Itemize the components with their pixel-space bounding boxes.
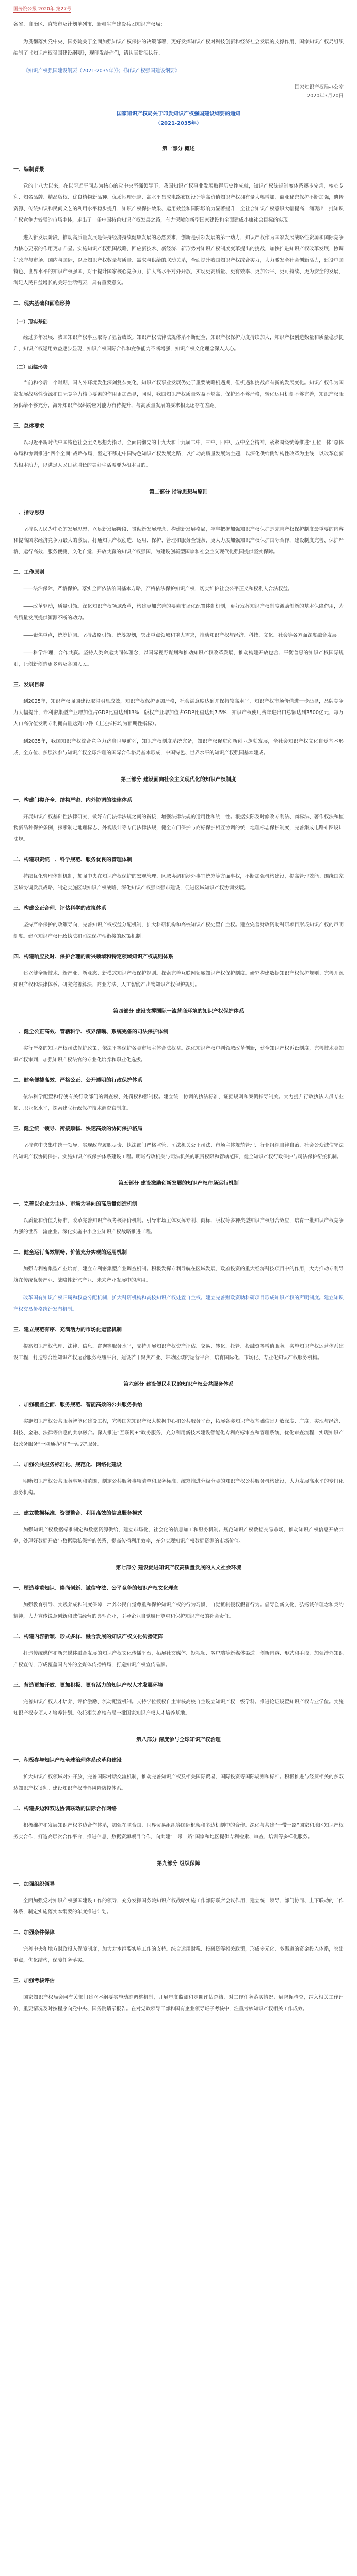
paragraph: 加强知识产权数据标准制定和数据资源供给，建立市场化、社会化的信息加工和服务机制。规范知识产权数据交易市场，推动知识产权信息开放共享，处理好数据开放与数据隐私保护的关系，提高传播利用效率，充分实现知识产权数据资源的市场价值。 xyxy=(13,1527,344,1544)
section-heading: 一、加强覆盖全面、服务规范、智能高效的公共服务供给 xyxy=(13,1402,142,1408)
paragraph[interactable]: 改革国有知识产权归属和权益分配机制，扩大科研机构和高校知识产权处置自主权。建立完善财政资助科研项目形成知识产权的声明制度。建立知识产权交易价格统计发布机制。 xyxy=(13,1295,344,1312)
section-heading: 一、积极参与知识产权全球治理体系改革和建设 xyxy=(13,1758,122,1764)
part-heading: 第六部分 建设便民利民的知识产权公共服务体系 xyxy=(123,1382,234,1387)
part-heading: 第三部分 建设面向社会主义现代化的知识产权制度 xyxy=(121,777,236,783)
paragraph: 积极维护和发展知识产权多边合作体系，加强在联合国、世界贸易组织等国际框架和多边机制中的合作。深化与共建“一带一路”国家和地区知识产权务实合作，打造高层次合作平台，推进信息、数据资源项目合作，向共建“一带一路”国家和地区提供专利检索、审查、培训等多样化服务。 xyxy=(13,1823,344,1840)
paragraph: ——改革驱动，质量引领。深化知识产权领域改革，构建更加完善的要素市场化配置体制机制，更好发挥知识产权制度激励创新的基本保障作用，为高质量发展提供源源不断的动力。 xyxy=(13,604,344,621)
section-heading: 三、营造更加开放、更加积极、更有活力的知识产权人才发展环境 xyxy=(13,1683,163,1688)
section-heading: 四、构建响应及时、保护合理的新兴领域和特定领域知识产权规则体系 xyxy=(13,954,173,960)
section-heading: 二、健全便捷高效、严格公正、公开透明的行政保护体系 xyxy=(13,1078,142,1083)
part-heading: 第四部分 建设支撑国际一流营商环境的知识产权保护体系 xyxy=(113,1009,244,1014)
paragraph: ——法治保障，严格保护。落实全面依法治国基本方略，严格依法保护知识产权，切实维护社会公平正义和权利人合法权益。 xyxy=(23,586,293,592)
section-heading: 一、编制背景 xyxy=(13,167,44,173)
part-heading: 第一部分 概述 xyxy=(162,146,195,152)
paragraph: 持续优化管理体制机制，加强中央在知识产权保护的宏观管理、区域协调和涉外事宜统筹等方面事权，不断加强机构建设，提高管理效能。围绕国家区域协调发展战略，制定实施区域知识产权战略，深化知识产权强省强市建设，促进区域知识产权协调发展。 xyxy=(13,874,344,891)
part-heading: 第五部分 建设激励创新发展的知识产权市场运行机制 xyxy=(118,1181,239,1187)
paragraph: 当前和今后一个时期，国内外环境发生深刻复杂变化，知识产权事业发展仍处于重要战略机遇期，但机遇和挑战都有新的发展变化。知识产权作为国家发展战略性资源和国际竞争力核心要素的作用更加凸显，同时，我国知识产权质量效益不够高，保护还不够严格，转化运用机制不够完善，知识产权服务供给不够充分，海外知识产权纠纷应对能力有待提升，与高质量发展的要求相比还存在差距。 xyxy=(13,380,344,409)
paragraph: 扩大知识产权领域对外开放，完善国际对话交流机制，推动完善知识产权及相关国际贸易、国际投资等国际规则和标准。积极推进与经贸相关的多双边知识产权谈判。建设知识产权涉外风险防控体系。 xyxy=(13,1774,344,1791)
part-heading: 第九部分 组织保障 xyxy=(157,1861,200,1867)
section-heading: 三、健全统一领导、衔接顺畅、快速高效的协同保护格局 xyxy=(13,1126,142,1132)
paragraph: 以质量和价值为标准，改革完善知识产权考核评价机制。引导市场主体发挥专利、商标、版权等多种类型知识产权组合效应，培育一批知识产权竞争力强的世界一流企业。深化实施中小企业知识产权战略推进工程。 xyxy=(13,1218,344,1235)
paragraph: 实行严格的知识产权司法保护政策，依法平等保护各类市场主体合法权益。深化知识产权审判领域改革创新，健全知识产权诉讼制度，完善技术类知识产权审判，加强知识产权法官的专业化培养和职业化选拔。 xyxy=(13,1046,344,1063)
paragraph: 以习近平新时代中国特色社会主义思想为指导，全面贯彻党的十九大和十九届二中、三中、四中、五中全会精神，紧紧围绕统筹推进“五位一体”总体布局和协调推进“四个全面”战略布局，坚定不移走中国特色知识产权发展之路，以推动高质量发展为主题，以深化供给侧结构性改革为主线，以改革创新为根本动力，以满足人民日益增长的美好生活需要为根本目的。 xyxy=(13,440,344,468)
intro-paragraph: 为贯彻落实党中央、国务院关于全面加强知识产权保护的决策部署，更好发挥知识产权对科技创新和经济社会发展的支撑作用，国家知识产权局组织编制了《知识产权强国建设纲要》，现印发给你们，请认真贯彻执行。 xyxy=(13,39,344,56)
part-heading: 第七部分 建设促进知识产权高质量发展的人文社会环境 xyxy=(116,1565,241,1571)
paragraph: 依法科学配置和行使有关行政部门的调查权、处罚权和强制权。建立统一协调的执法标准、证据规则和案例指导制度。大力提升行政执法人员专业化、职业化水平，探索建立行政保护技术调查官制度。 xyxy=(13,1094,344,1111)
content-blocks xyxy=(13,144,344,2015)
paragraph: 到2025年，知识产权强国建设取得明显成效，知识产权保护更加严格，社会满意度达到并保持较高水平，知识产权市场价值进一步凸显，品牌竞争力大幅提升，专利密集型产业增加值占GDP比重达到13%，版权产业增加值占GDP比重达到7.5%，知识产权使用费年进出口总额达到3500亿元，每万人口高价值发明专利拥有量达到12件（上述指标均为预期性指标）。 xyxy=(13,699,344,727)
section-heading: 三、建立数据标准、资源整合、利用高效的信息服务模式 xyxy=(13,1511,142,1516)
paragraph: 党的十八大以来，在以习近平同志为核心的党中央坚强领导下，我国知识产权事业发展取得历史性成就，知识产权法规制度体系逐步完善，核心专利、知名品牌、精品版权、优良植物新品种、优质地理标志、高水平集成电路布图设计等高价值知识产权拥有量大幅增加，商业秘密保护不断加强，遗传资源、传统知识和民间文艺的利用水平稳步提升，知识产权保护效果、运用效益和国际影响力显著提升，全社会知识产权意识大幅提高，涌现出一批知识产权竞争力较强的市场主体，走出了一条中国特色知识产权发展之路，有力保障创新型国家建设和全面建成小康社会目标的实现。 xyxy=(13,183,344,223)
document-title xyxy=(13,110,344,128)
source-line-text[interactable]: 国务院公报 2020年 第27号 xyxy=(13,7,72,12)
part-heading: 第二部分 指导思想与原则 xyxy=(149,489,208,495)
section-heading: 二、构建职责统一、科学规范、服务优良的管理体制 xyxy=(13,857,132,863)
section-heading: 一、加强组织领导 xyxy=(13,1882,55,1887)
paragraph: 坚持严格保护的政策导向，完善知识产权权益分配机制，扩大科研机构和高校知识产权处置自主权。建立完善财政资助科研项目形成知识产权的声明制度。建立知识产权行政执法和司法保护相衔接的政策机制。 xyxy=(13,922,344,939)
section-heading: 三、加强考核评估 xyxy=(13,1978,55,1984)
source-line xyxy=(0,0,357,14)
paragraph: 实施知识产权公共服务智能化建设工程，完善国家知识产权大数据中心和公共服务平台，拓展各类知识产权基础信息开放深度、广度，实现与经济、科技、金融、法律等信息的共享融合。深入推进“互联网+”政务服务，充分利用新技术建设智能化专利商标审查和管理系统，优化审查流程，实现知识产权政务服务“一网通办”和“一站式”服务。 xyxy=(13,1419,344,1447)
signature-org: 国家知识产权局办公室 xyxy=(294,84,344,90)
section-heading: 二、加强条件保障 xyxy=(13,1930,55,1936)
section-heading: 二、构建内容新颖、形式多样、融合发展的知识产权文化传播矩阵 xyxy=(13,1634,163,1640)
section-heading: 一、完善以企业为主体、市场为导向的高质量创造机制 xyxy=(13,1201,137,1207)
paragraph: 到2035年，我国知识产权综合竞争力跻身世界前列，知识产权制度系统完备，知识产权促进创新创业蓬勃发展，全社会知识产权文化自觉基本形成，全方位、多层次参与知识产权全球治理的国际合作格局基本形成，中国特色、世界水平的知识产权强国基本建成。 xyxy=(13,739,344,756)
greeting: 各省、自治区、直辖市及计划单列市、新疆生产建设兵团知识产权局： xyxy=(13,22,166,27)
paragraph: 加强专利密集型产业培育，建立专利密集型产业调查机制。积极发挥专利导航在区域发展、政府投资的重大经济科技项目中的作用，大力推动专利导航在传统优势产业、战略性新兴产业、未来产业发展中的应用。 xyxy=(13,1266,344,1283)
paragraph: 全面加强党对知识产权强国建设工作的领导，充分发挥国务院知识产权战略实施工作部际联席会议作用，建立统一领导、部门协同、上下联动的工作体系，制定实施落实本纲要的年度推进计划。 xyxy=(13,1898,344,1915)
section-heading: 二、健全运行高效顺畅、价值充分实现的运用机制 xyxy=(13,1250,127,1256)
section-heading: 三、发展目标 xyxy=(13,682,44,688)
paragraph: 提高知识产权代理、法律、信息、咨询等服务水平，支持开展知识产权资产评估、交易、转化、托管、投融资等增值服务。实施知识产权运营体系建设工程，打造综合性知识产权运营服务枢纽平台，建设若干聚焦产业、带动区域的运营平台，培育国际化、市场化、专业化知识产权服务机构。 xyxy=(13,1344,344,1361)
paragraph: 完善中央和地方财政投入保障制度，加大对本纲要实施工作的支持。综合运用财税、投融资等相关政策，形成多元化、多渠道的资金投入体系，突出重点，优化结构，保障任务落实。 xyxy=(13,1946,344,1963)
section-heading: 一、塑造尊重知识、崇尚创新、诚信守法、公平竞争的知识产权文化理念 xyxy=(13,1586,178,1591)
paragraph: 打造传统媒体和新兴媒体融合发展的知识产权文化传播平台，拓展社交媒体、短视频、客户端等新媒体渠道。创新内容、形式和手段，加强涉外知识产权宣传，形成覆盖国内外的全媒体传播格局，打造知识产权宣传品牌。 xyxy=(13,1651,344,1668)
section-heading: 三、构建公正合理、评估科学的政策体系 xyxy=(13,906,106,911)
paragraph: ——科学治理，合作共赢。坚持人类命运共同体理念，以国际视野谋划和推动知识产权改革发展，推动构建开放包容、平衡普惠的知识产权国际规则，让创新创造更多惠及各国人民。 xyxy=(13,650,344,667)
paragraph: 经过多年发展，我国知识产权事业取得了显著成效。知识产权法律法规体系不断健全，知识产权保护力度持续加大，知识产权创造数量和质量稳步提升，知识产权运用效益逐步显现，知识产权国际合作和竞争能力不断增强，知识产权文化理念深入人心。 xyxy=(13,335,344,352)
paragraph: 坚持以人民为中心的发展思想，立足新发展阶段、贯彻新发展理念、构建新发展格局，牢牢把握加强知识产权保护是完善产权保护制度最重要的内容和提高国家经济竞争力最大的激励，打通知识产权创造、运用、保护、管理和服务全链条，更大力度加强知识产权保护国际合作，建设制度完善、保护严格、运行高效、服务便捷、文化自觉、开放共赢的知识产权强国，为建设创新型国家和社会主义现代化强国提供坚实保障。 xyxy=(13,527,344,555)
section-heading: 三、建立规范有序、充满活力的市场化运营机制 xyxy=(13,1327,122,1333)
part-heading: 第八部分 深度参与全球知识产权治理 xyxy=(136,1737,221,1743)
paragraph: 完善知识产权人才培养、评价激励、流动配置机制。支持学位授权自主审核高校自主设立知识产权一级学科。推进论证设置知识产权专业学位。实施知识产权专项人才培养计划。依托相关高校布局一批国家知识产权人才培养基地。 xyxy=(13,1699,344,1716)
signature-block xyxy=(13,83,344,100)
paragraph: 国家知识产权局会同有关部门建立本纲要实施动态调整机制，开展年度监测和定期评估总结，对工作任务落实情况开展督促检查，纳入相关工作评价，重要情况及时按程序向党中央、国务院请示报告。在对党政领导干部和国有企业领导班子考核中，注重考核知识产权相关工作成效。 xyxy=(13,1995,344,2012)
document-title-line2: （2021-2035年） xyxy=(155,121,202,126)
paragraph: 建立健全新技术、新产业、新业态、新模式知识产权保护规则。探索完善互联网领域知识产权保护制度。研究构建数据知识产权保护规则。完善开源知识产权和法律体系。研究完善算法、商业方法、人工智能产出物知识产权保护规则。 xyxy=(13,971,344,988)
paragraph: 坚持党中央集中统一领导，实现政府履职尽责、执法部门严格监管、司法机关公正司法、市场主体规范管理、行业组织自律自治、社会公众诚信守法的知识产权协同保护。实施知识产权保护体系建设工程。明晰行政机关与司法机关的职责权限和管辖范围，健全知识产权行政保护与司法保护衔接机制。 xyxy=(13,1143,344,1160)
paragraph: 进入新发展阶段，推动高质量发展是保持经济持续健康发展的必然要求，创新是引领发展的第一动力，知识产权作为国家发展战略性资源和国际竞争力核心要素的作用更加凸显。实施知识产权强国战略，回应新技术、新经济、新形势对知识产权制度变革提出的挑战，加快推进知识产权改革发展，协调好政府与市场、国内与国际，以及知识产权数量与质量、需求与供给的联动关系，全面提升我国知识产权综合实力，大力激发全社会创新活力，建设中国特色、世界水平的知识产权强国，对于提升国家核心竞争力，扩大高水平对外开放，实现更高质量、更有效率、更加公平、更可持续、更为安全的发展，满足人民日益增长的美好生活需要，具有重要意义。 xyxy=(13,235,344,286)
paragraph: 明晰知识产权公共服务事项和范围，制定公共服务事项清单和服务标准。统筹推进分级分类的知识产权公共服务机构建设，大力发展高水平的专门化服务机构。 xyxy=(13,1479,344,1496)
paragraph: 开展知识产权基础性法律研究，做好专门法律法规之间的衔接，增强法律法规的适用性和统一性。根据实际及时修改专利法、商标法、著作权法和植物新品种保护条例，探索制定地理标志、外观设计等专门法律法规，健全专门保护与商标保护相互协调的统一地理标志保护制度，完善集成电路布图设计法规。 xyxy=(13,814,344,842)
sub-heading: （二）面临形势 xyxy=(13,365,48,370)
paragraph: 加强教育引导、实践养成和制度保障，培养公民自觉尊重和保护知识产权的行为习惯，自觉抵制侵权假冒行为。倡导创新文化，弘扬诚信理念和契约精神，大力宣传锐意创新和诚信经营的典型企业，引导企业自觉履行尊重和保护知识产权的社会责任。 xyxy=(13,1602,344,1619)
section-heading: 二、构建多边和双边协调联动的国际合作网络 xyxy=(13,1806,117,1812)
sub-heading: （一）现实基础 xyxy=(13,319,48,325)
intro-link[interactable]: 《知识产权强国建设纲要（2021-2035年）》；《知识产权强国建设纲要》 xyxy=(23,68,180,74)
signature-date: 2020年3月20日 xyxy=(307,93,344,99)
paragraph: ——聚焦重点，统筹协调。坚持战略引领、统筹规划，突出重点领域和重大需求，推动知识产权与经济、科技、文化、社会等各方面深度融合发展。 xyxy=(23,633,342,638)
section-heading: 二、工作原则 xyxy=(13,570,44,575)
section-heading: 二、加强公共服务标准化、规范化、网络化建设 xyxy=(13,1462,122,1468)
article-body xyxy=(0,14,357,2026)
section-heading: 二、现实基础和面临形势 xyxy=(13,301,70,307)
document-title-line1: 国家知识产权局关于印发知识产权强国建设纲要的通知 xyxy=(117,111,240,117)
section-heading: 一、指导思想 xyxy=(13,510,44,516)
section-heading: 一、健全公正高效、管辖科学、权界清晰、系统完备的司法保护体制 xyxy=(13,1029,168,1035)
section-heading: 三、总体要求 xyxy=(13,423,44,429)
section-heading: 一、构建门类齐全、结构严密、内外协调的法律体系 xyxy=(13,798,132,803)
